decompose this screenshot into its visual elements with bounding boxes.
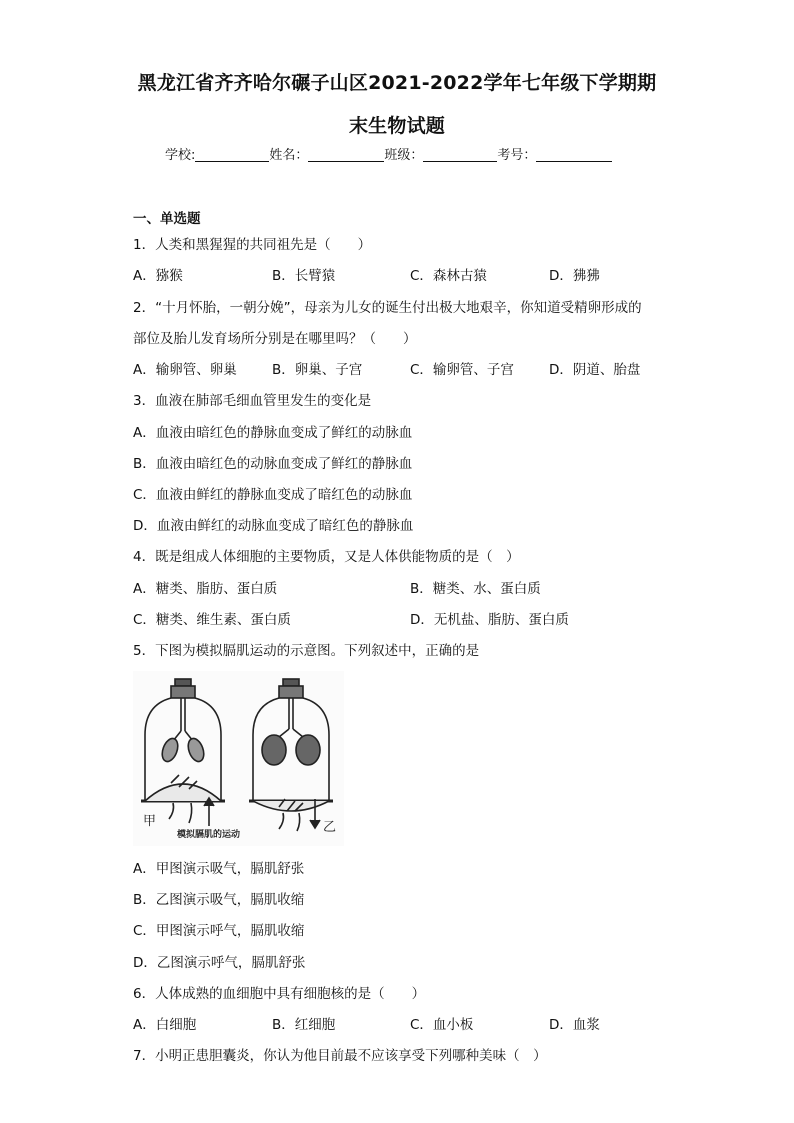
question-4-stem: 4．既是组成人体细胞的主要物质，又是人体供能物质的是（ ） — [133, 549, 520, 565]
jar-right-label: 乙 — [323, 820, 337, 835]
section-title: 一、单选题 — [133, 211, 201, 227]
figure-caption: 模拟膈肌的运动 — [177, 830, 241, 840]
school-blank — [195, 147, 269, 162]
q4-option-a: A．糖类、脂肪、蛋白质 — [133, 581, 278, 597]
q3-option-d: D．血液由鲜红的动脉血变成了暗红色的静脉血 — [133, 518, 414, 534]
question-7-stem: 7．小明正患胆囊炎，你认为他目前最不应该享受下列哪种美味（ ） — [133, 1048, 547, 1064]
q6-option-d: D．血浆 — [549, 1017, 600, 1033]
q4-option-c: C．糖类、维生素、蛋白质 — [133, 612, 291, 628]
q2-option-a: A．输卵管、卵巢 — [133, 362, 237, 378]
name-label: 姓名： — [269, 148, 309, 163]
q2-option-b: B．卵巢、子宫 — [272, 362, 363, 378]
question-3-stem: 3．血液在肺部毛细血管里发生的变化是 — [133, 393, 372, 409]
exam-title-line2: 末生物试题 — [348, 115, 445, 137]
class-label: 班级： — [384, 148, 424, 163]
question-2-options — [133, 358, 693, 378]
q3-option-c: C．血液由鲜红的静脉血变成了暗红色的动脉血 — [133, 487, 413, 503]
question-6-stem: 6．人体成熟的血细胞中具有细胞核的是（ ） — [133, 986, 426, 1002]
q5-option-a: A．甲图演示吸气，膈肌舒张 — [133, 861, 305, 877]
question-1-stem: 1．人类和黑猩猩的共同祖先是（ ） — [133, 237, 372, 253]
diaphragm-model-figure — [133, 671, 344, 846]
q5-option-d: D．乙图演示呼气，膈肌舒张 — [133, 955, 306, 971]
q3-option-a: A．血液由暗红色的静脉血变成了鲜红的动脉血 — [133, 425, 413, 441]
question-2-stem-line1: 2．“十月怀胎，一朝分娩”，母亲为儿女的诞生付出极大地艰辛，你知道受精卵形成的 — [133, 300, 642, 316]
q6-option-c: C．血小板 — [410, 1017, 474, 1033]
question-5-stem: 5．下图为模拟膈肌运动的示意图。下列叙述中，正确的是 — [133, 643, 480, 659]
q1-option-d: D．狒狒 — [549, 268, 600, 284]
question-4-options-row2 — [133, 608, 693, 628]
q6-option-b: B．红细胞 — [272, 1017, 336, 1033]
q1-option-a: A．猕猴 — [133, 268, 183, 284]
q2-option-d: D．阴道、胎盘 — [549, 362, 641, 378]
q2-option-c: C．输卵管、子宫 — [410, 362, 514, 378]
student-info-line — [165, 144, 612, 163]
name-blank — [308, 147, 384, 162]
q3-option-b: B．血液由暗红色的动脉血变成了鲜红的静脉血 — [133, 456, 413, 472]
question-1-options — [133, 264, 693, 284]
diaphragm-model-diagram — [133, 671, 344, 846]
question-4-options-row1 — [133, 577, 693, 597]
q4-option-b: B．糖类、水、蛋白质 — [410, 581, 541, 597]
q5-option-b: B．乙图演示吸气，膈肌收缩 — [133, 892, 305, 908]
exam-title-line1: 黑龙江省齐齐哈尔碾子山区2021-2022学年七年级下学期期 — [137, 72, 657, 94]
school-label: 学校: — [165, 148, 196, 163]
q5-option-c: C．甲图演示呼气，膈肌收缩 — [133, 923, 305, 939]
question-2-stem-line2: 部位及胎儿发育场所分别是在哪里吗？（ ） — [133, 331, 417, 347]
class-blank — [423, 147, 497, 162]
question-6-options — [133, 1013, 693, 1033]
exam-no-label: 考号： — [497, 148, 537, 163]
exam-no-blank — [536, 147, 612, 162]
q4-option-d: D．无机盐、脂肪、蛋白质 — [410, 612, 569, 628]
q1-option-c: C．森林古猿 — [410, 268, 487, 284]
jar-left-label: 甲 — [143, 814, 157, 829]
q1-option-b: B．长臂猿 — [272, 268, 336, 284]
q6-option-a: A．白细胞 — [133, 1017, 197, 1033]
